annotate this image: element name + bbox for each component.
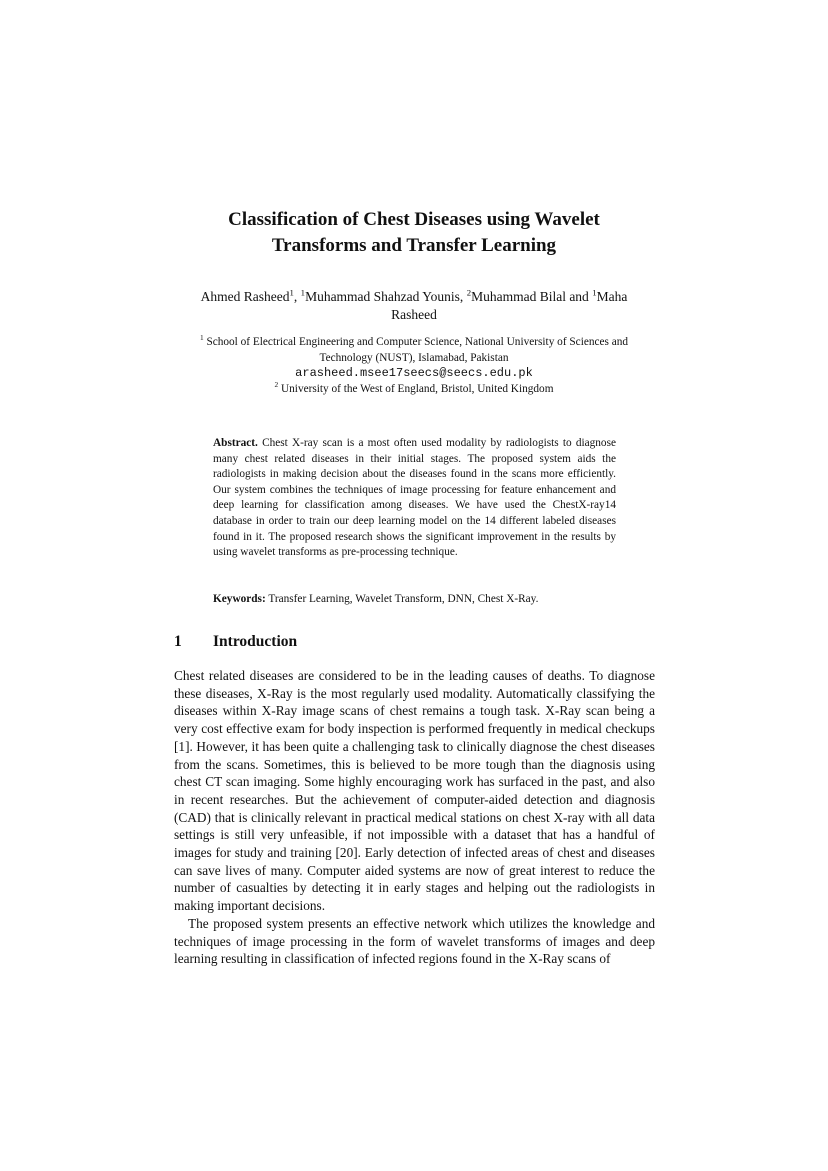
author-line-1: Ahmed Rasheed$^1$, $^1$Muhammad Shahzad Younis, $^2$Muhammad Bilal and $^1$Maha xyxy=(200,287,628,304)
author-line-2: Rasheed xyxy=(391,307,437,322)
affiliation-1-line-1: $^1$ School of Electrical Engineering and Computer Science, National University of Sciences and xyxy=(199,333,629,348)
author-name: Muhammad Shahzad Younis, xyxy=(305,289,464,304)
section-title: Introduction xyxy=(213,633,298,650)
title-line-2: Transforms and Transfer Learning xyxy=(271,235,557,256)
paragraph: Chest related diseases are considered to be in the leading causes of deaths. To diagnose these diseases, X-Ray is the most regularly used modality. Automatically classifying the diseases within X-Ray image scans of chest remains a tough task. X-Ray scan being a very cost effective exam for body inspection is performed frequently in medical checkups [1]. However, it has been quite a challenging task to clinically diagnose the chest diseases from the scans. Sometimes, this is believed to be more tough than the diagnosis using chest CT scan imaging. Some highly encouraging work has surfaced in the past, and also in recent researches. But the achievement of computer-aided detection and diagnosis (CAD) that is clinically relevant in practical medical stations on chest X-​ray with all data settings is still very unfeasible, if not impossible with a dataset that has a handful of images for study and training [20]. Early detection of infected areas of chest and diseases can save lives of many. Computer aided systems are now of great interest to reduce the number of casualties by detecting it in early stages and helping out the radiologists in making important decisions. xyxy=(174,668,655,914)
affiliation-1-line-2: Technology (NUST), Islamabad, Pakistan xyxy=(319,351,509,364)
author-affil-mark: 2 xyxy=(466,287,472,298)
keywords-text: Transfer Learning, Wavelet Transform, DNN, Chest X-Ray. xyxy=(268,593,539,605)
abstract-text: Chest X-ray scan is a most often used modality by radiologists to diagnose many chest related diseases in their initial stages. The proposed system aids the radiologists in making decision about the diseases found in the scans more efficiently. Our system combines the techniques of image processing for feature enhancement and deep learning for classification among diseases. We have used the ChestX-ray14 database in order to train our deep learning model on the 14 different labeled diseases found in it. The proposed research shows the significant improvement in the results by using wavelet transforms as pre-processing technique. xyxy=(213,437,616,559)
author-affil-mark: 1 xyxy=(300,287,306,298)
affiliation-2: $^2$ University of the West of England, Bristol, United Kingdom xyxy=(274,379,554,395)
author-name: Ahmed Rasheed xyxy=(200,289,290,304)
title-line-1: Classification of Chest Diseases using Wavelet xyxy=(228,209,600,230)
abstract-label: Abstract. xyxy=(213,437,258,449)
author-affil-mark: 1 xyxy=(592,287,597,298)
affil-mark: 1 xyxy=(199,333,204,343)
author-name: Muhammad Bilal and xyxy=(471,289,589,304)
affiliations xyxy=(174,335,654,397)
author-affil-mark: 1 xyxy=(289,287,294,298)
keywords xyxy=(213,592,616,608)
paper-title xyxy=(174,207,654,259)
author-list xyxy=(174,288,654,324)
keywords-label: Keywords: xyxy=(213,593,266,605)
section-heading xyxy=(174,632,654,652)
affil-mark: 2 xyxy=(274,379,279,389)
section-number: 1 xyxy=(174,633,182,650)
paragraph: The proposed system presents an effective network which utilizes the knowledge and techniques of image processing in the form of wavelet transforms of images and deep learning resulting in classification of infected regions found in the X-Ray scans of xyxy=(174,915,655,967)
author-name: Maha xyxy=(596,289,628,304)
section-body xyxy=(174,667,655,968)
author-email: arasheed.msee17seecs@seecs.edu.pk xyxy=(295,366,533,380)
abstract xyxy=(213,436,616,561)
